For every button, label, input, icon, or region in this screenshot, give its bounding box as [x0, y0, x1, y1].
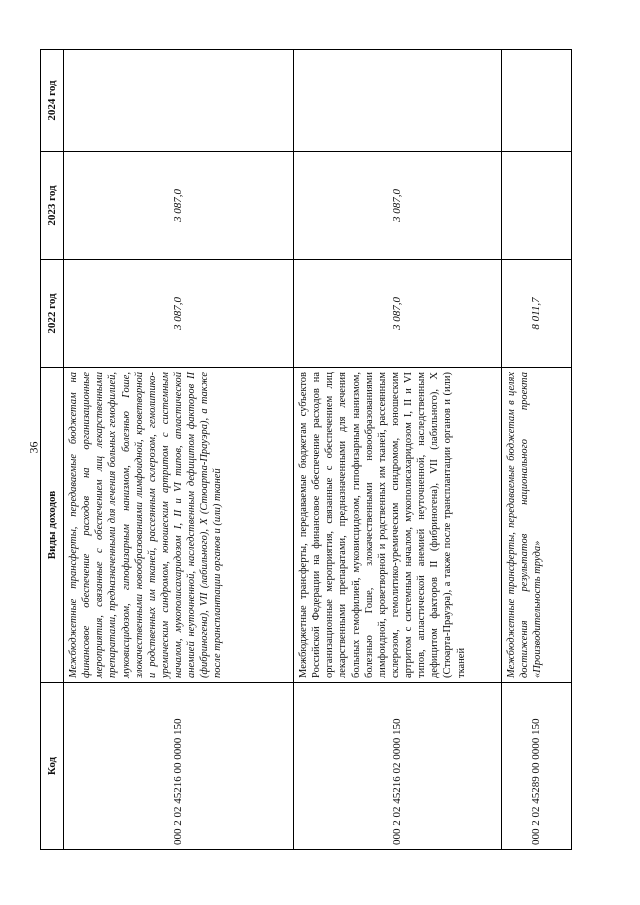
header-2022: 2022 год [41, 260, 64, 368]
table-row [502, 50, 572, 850]
row-kind: Межбюджетные трансферты, передаваемые бюджетам субъектов Российской Федерации на финансовое обеспечение расходов на организационные мероприятия, связанные с обеспечением лиц лекарственными препаратами, предназначенными для лечения больных гемофилией, муковисцидозом, гипофизарным нанизмом, болезнью Гоше, злокачественными новообразованиями лимфоидной, кроветворной и родственных им тканей, рассеянным склерозом, гемолитико-уремическим синдромом, юношеским артритом с системным началом, мукополисахаридозом I, II и VI типов, апластической анемией неуточненной, наследственным дефицитом факторов II (фибриногена), VII (лабильного), X (Стюарта-Прауэра), а также после трансплантации органов и (или) тканей [294, 368, 502, 683]
row-value-2024 [294, 50, 502, 152]
row-value-2022: 3 087,0 [64, 260, 294, 368]
header-kind: Виды доходов [41, 368, 64, 683]
header-2023: 2023 год [41, 152, 64, 260]
header-2024: 2024 год [41, 50, 64, 152]
table-row [64, 50, 294, 850]
row-value-2024 [502, 50, 572, 152]
row-value-2023 [502, 152, 572, 260]
row-value-2024 [64, 50, 294, 152]
rotated-table-container [40, 50, 570, 850]
row-code: 000 2 02 45216 02 0000 150 [294, 683, 502, 850]
table-row [294, 50, 502, 850]
page-number: 36 [26, 441, 41, 454]
row-code: 000 2 02 45216 00 0000 150 [64, 683, 294, 850]
row-code: 000 2 02 45289 00 0000 150 [502, 683, 572, 850]
row-value-2022: 8 011,7 [502, 260, 572, 368]
row-kind: Межбюджетные трансферты, передаваемые бюджетам в целях достижения результатов национального проекта «Производительность труда» [502, 368, 572, 683]
row-value-2022: 3 087,0 [294, 260, 502, 368]
table-header-row [41, 50, 64, 850]
header-code: Код [41, 683, 64, 850]
revenue-table [40, 49, 572, 850]
row-value-2023: 3 087,0 [64, 152, 294, 260]
row-kind: Межбюджетные трансферты, передаваемые бюджетам на финансовое обеспечение расходов на организационные мероприятия, связанные с обеспечением лиц лекарственными препаратами, предназначенными для лечения больных гемофилией, муковисцидозом, гипофизарным нанизмом, болезнью Гоше, злокачественными новообразованиями лимфоидной, кроветворной и родственных им тканей, рассеянным склерозом, гемолитико-уремическим синдромом, юношеским артритом с системным началом, мукополисахаридозом I, II и VI типов, апластической анемией неуточненной, наследственным дефицитом факторов II (фибриногена), VII (лабильного), X (Стюарта-Прауэра), а также после трансплантации органов и (или) тканей [64, 368, 294, 683]
row-value-2023: 3 087,0 [294, 152, 502, 260]
